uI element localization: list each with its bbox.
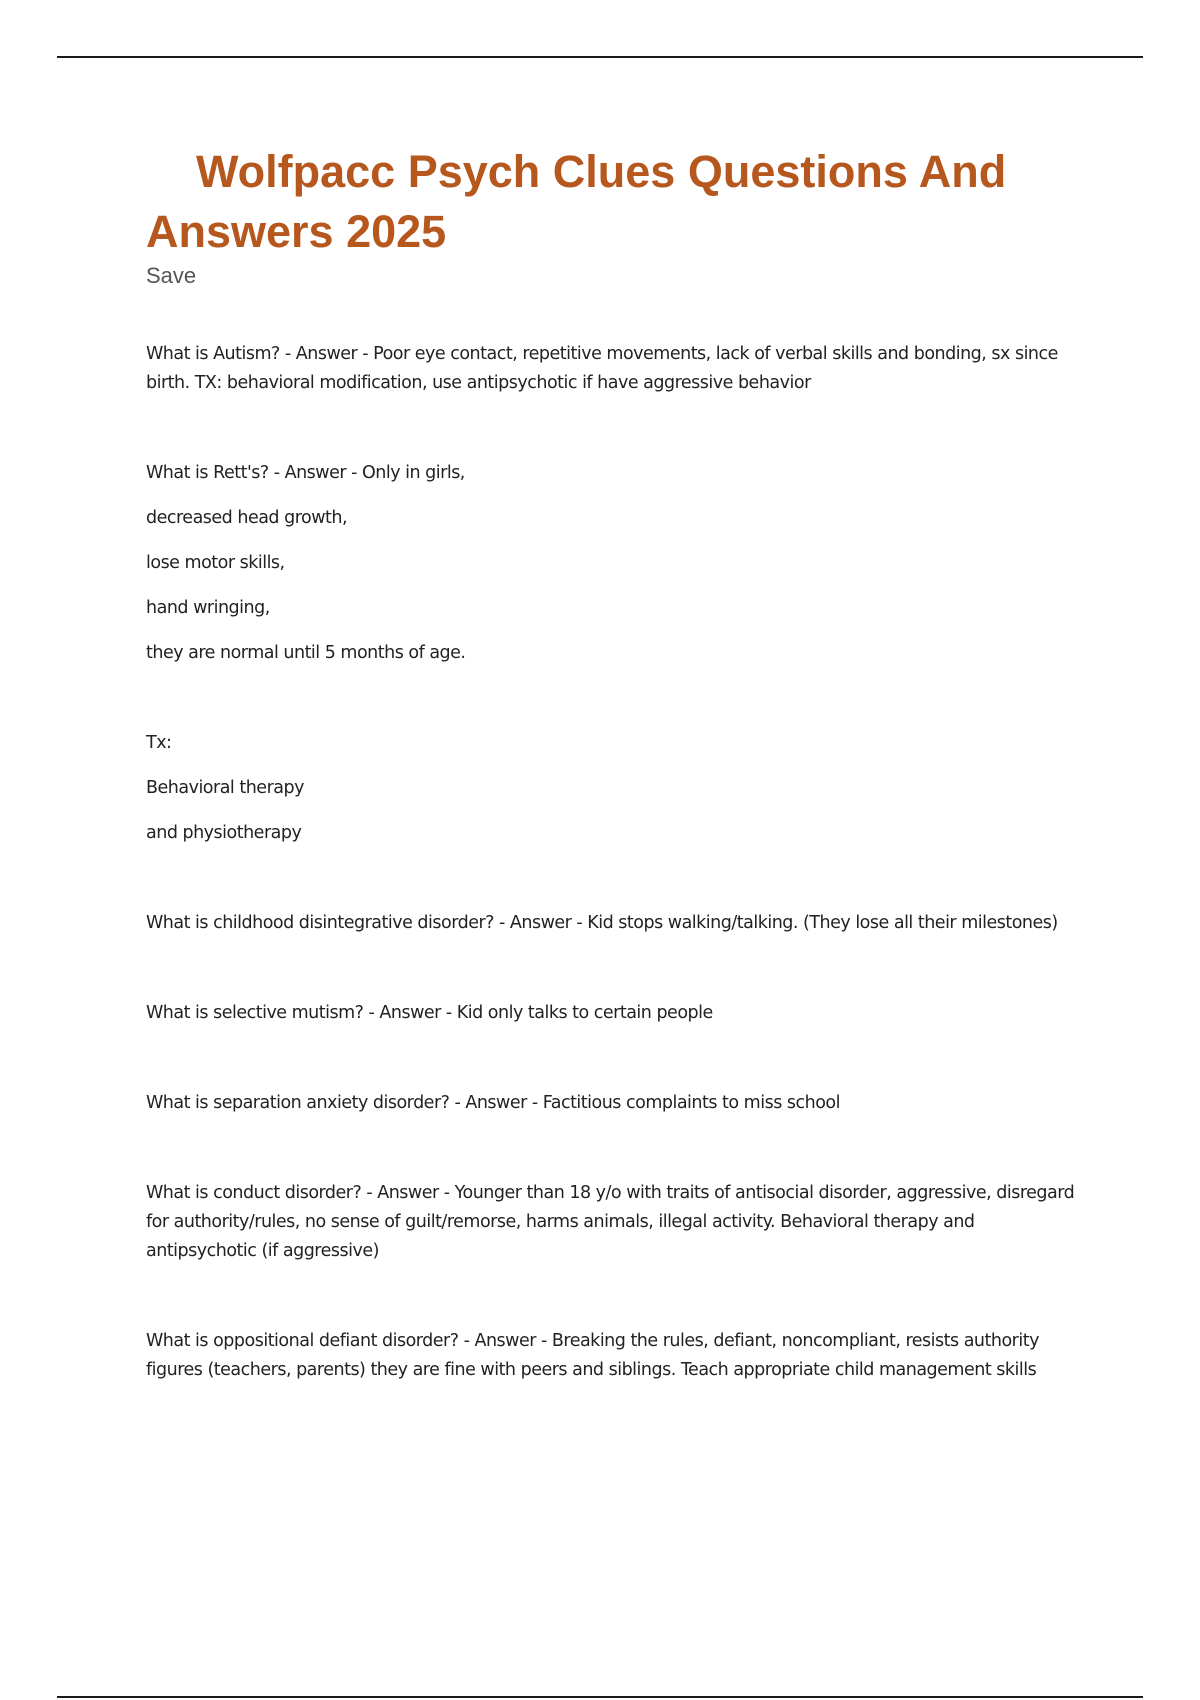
qa-line: hand wringing, bbox=[146, 598, 270, 618]
qa-item-rett-treatment bbox=[146, 729, 1081, 848]
qa-line: Behavioral therapy bbox=[146, 778, 304, 798]
qa-item-oppositional-defiant-disorder: What is oppositional defiant disorder? - Answer - Breaking the rules, defiant, noncompliant, resists authority figures (teachers, parents) they are fine with peers and siblings. Teach appropriate child management skills bbox=[146, 1331, 1039, 1380]
qa-item-selective-mutism: What is selective mutism? - Answer - Kid only talks to certain people bbox=[146, 1003, 713, 1023]
document-title: Wolfpacc Psych Clues Questions And Answers 2025 bbox=[146, 146, 1007, 257]
qa-item-separation-anxiety: What is separation anxiety disorder? - Answer - Factitious complaints to miss school bbox=[146, 1093, 840, 1113]
top-divider bbox=[57, 56, 1143, 58]
bottom-divider bbox=[57, 1696, 1143, 1698]
qa-list bbox=[146, 340, 1081, 1385]
qa-line: lose motor skills, bbox=[146, 553, 285, 573]
qa-item-rett bbox=[146, 459, 1081, 668]
document-page bbox=[146, 142, 1081, 1446]
qa-line: What is Rett's? - Answer - Only in girls, bbox=[146, 463, 465, 483]
qa-item-autism: What is Autism? - Answer - Poor eye contact, repetitive movements, lack of verbal skills and bonding, sx since birth. TX: behavioral modification, use antipsychotic if have aggressive behavior bbox=[146, 344, 1058, 393]
qa-line: Tx: bbox=[146, 733, 172, 753]
save-link[interactable]: Save bbox=[146, 263, 197, 288]
qa-line: and physiotherapy bbox=[146, 823, 302, 843]
qa-line: they are normal until 5 months of age. bbox=[146, 643, 466, 663]
qa-item-conduct-disorder: What is conduct disorder? - Answer - Younger than 18 y/o with traits of antisocial disorder, aggressive, disregard for authority/rules, no sense of guilt/remorse, harms animals, illegal activity. Behavioral therapy and antipsychotic (if aggressive) bbox=[146, 1183, 1075, 1261]
qa-line: decreased head growth, bbox=[146, 508, 348, 528]
qa-item-childhood-disintegrative-disorder: What is childhood disintegrative disorder? - Answer - Kid stops walking/talking. (They lose all their milestones) bbox=[146, 913, 1058, 933]
